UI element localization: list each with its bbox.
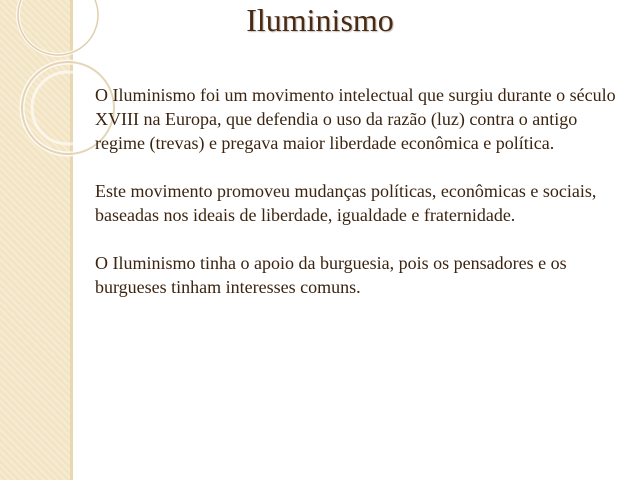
- decorative-sidebar: [0, 0, 70, 480]
- paragraph-2: Este movimento promoveu mudanças políticas, econômicas e sociais, baseadas nos ideais de liberdade, igualdade e fraternidade.: [95, 181, 597, 225]
- slide-title: Iluminismo: [246, 2, 394, 38]
- paragraph-1: O Iluminismo foi um movimento intelectual que surgiu durante o século XVIII na Europa, que defendia o uso da razão (luz) contra o antigo regime (trevas) e pregava maior liberdade econômica e política.: [95, 85, 616, 153]
- slide-body: [95, 83, 625, 323]
- sidebar-edge-line: [70, 0, 73, 480]
- paragraph-3: O Iluminismo tinha o apoio da burguesia, pois os pensadores e os burgueses tinham interesses comuns.: [95, 253, 567, 297]
